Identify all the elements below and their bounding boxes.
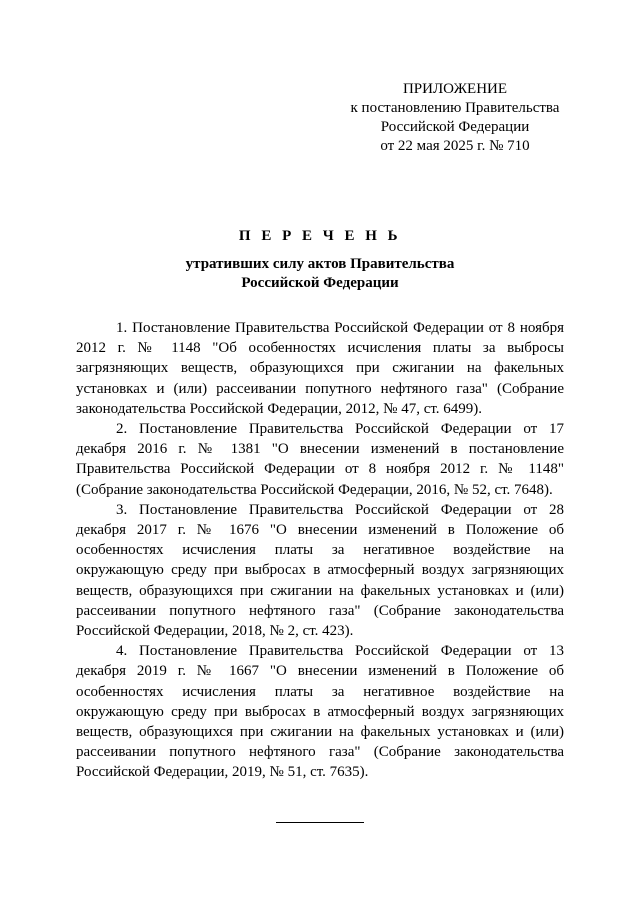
appendix-header <box>340 80 570 156</box>
document-title <box>0 226 640 293</box>
list-item: 1. Постановление Правительства Российской Федерации от 8 ноября 2012 г. № 1148 "Об особенностях исчисления платы за выбросы загрязняющих веществ, образующихся при сжигании на факельных установках и (или) рассеивании попутного нефтяного газа" (Собрание законодательства Российской Федерации, 2012, № 47, ст. 6499). <box>76 320 564 417</box>
appendix-federation: Российской Федерации <box>380 119 530 135</box>
title-heading: П Е Р Е Ч Е Н Ь <box>238 228 402 244</box>
title-subtitle-line1: утративших силу актов Правительства <box>185 256 455 272</box>
appendix-resolution: к постановлению Правительства <box>350 100 560 116</box>
closing-divider <box>276 822 364 823</box>
list-item: 4. Постановление Правительства Российской Федерации от 13 декабря 2019 г. № 1667 "О внесении изменений в Положение об особенностях исчисления платы за негативное воздействие на окружающую среду при выбросах в атмосферный воздух загрязняющих веществ, образующихся при сжигании на факельных установках и (или) рассеивании попутного нефтяного газа" (Собрание законодательства Российской Федерации, 2019, № 51, ст. 7635). <box>76 643 564 781</box>
title-subtitle-line2: Российской Федерации <box>241 275 399 291</box>
acts-list <box>76 318 564 783</box>
list-item: 2. Постановление Правительства Российской Федерации от 17 декабря 2016 г. № 1381 "О внесении изменений в постановление Правительства Российской Федерации от 8 ноября 2012 г. № 1148" (Собрание законодательства Российской Федерации, 2016, № 52, ст. 7648). <box>76 421 564 498</box>
title-subtitle <box>0 255 640 293</box>
appendix-label: ПРИЛОЖЕНИЕ <box>402 81 508 97</box>
list-item: 3. Постановление Правительства Российской Федерации от 28 декабря 2017 г. № 1676 "О внесении изменений в Положение об особенностях исчисления платы за негативное воздействие на окружающую среду при выбросах в атмосферный воздух загрязняющих веществ, образующихся при сжигании на факельных установках и (или) рассеивании попутного нефтяного газа" (Собрание законодательства Российской Федерации, 2018, № 2, ст. 423). <box>76 501 564 640</box>
appendix-date-number: от 22 мая 2025 г. № 710 <box>380 138 530 154</box>
